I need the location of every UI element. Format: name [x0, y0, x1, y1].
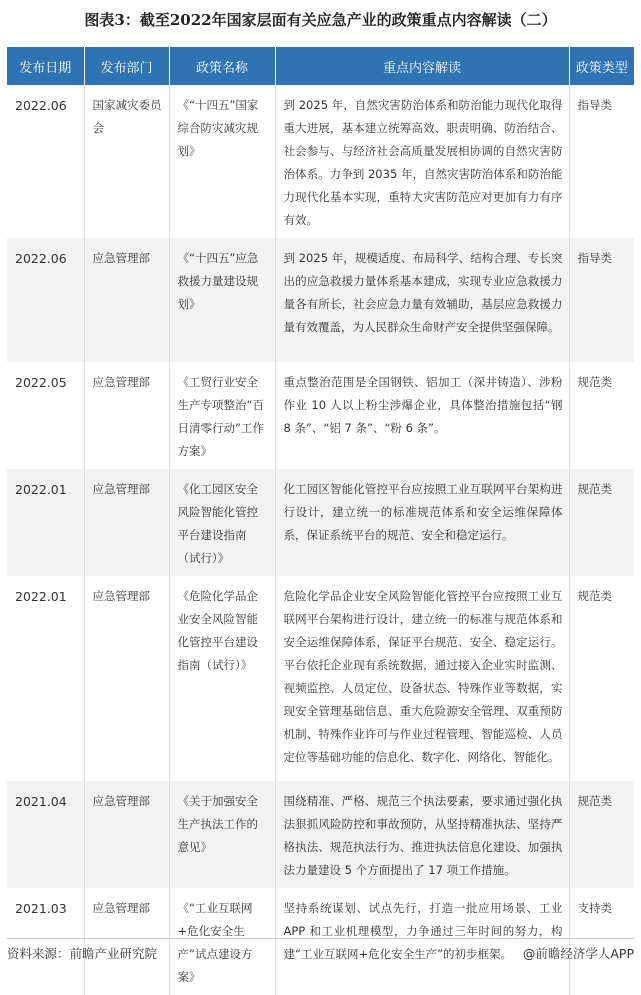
cell-dept: 应急管理部	[84, 576, 169, 781]
cell-type: 规范类	[569, 781, 634, 888]
cell-policy-name: 《“十四五”应急救援力量建设规划》	[169, 238, 275, 362]
cell-dept: 应急管理部	[84, 469, 169, 576]
cell-content: 危险化学品企业安全风险智能化管控平台应按照工业互联网平台架构进行设计，建立统一的标准与规范体系和安全运维保障体系，保证平台规范、安全、稳定运行。平台依托企业现有系统数据，通过接入企业实时监测、视频监控、人员定位、设备状态、特殊作业等数据，实现安全管理基础信息、重大危险源安全管理、双重预防机制、特殊作业许可与作业过程管理、智能巡检、人员定位等基础功能的信息化、数字化、网络化、智能化。	[275, 576, 569, 781]
table-row	[7, 469, 634, 576]
cell-date: 2021.04	[7, 781, 84, 888]
cell-dept: 应急管理部	[84, 888, 169, 995]
cell-policy-name: 《“工业互联网+危化安全生产”试点建设方案》	[169, 888, 275, 995]
cell-date: 2022.01	[7, 469, 84, 576]
table-row	[7, 888, 634, 995]
table-row	[7, 781, 634, 888]
page-title: 图表3：截至2022年国家层面有关应急产业的政策重点内容解读（二）	[84, 11, 557, 29]
cell-type: 支持类	[569, 888, 634, 995]
header-name: 政策名称	[169, 47, 275, 85]
cell-content: 坚持系统谋划、试点先行，打造一批应用场景、工业 APP 和工业机理模型，力争通过三年时间的努力，构建“工业互联网+危化安全生产”的初步框架。	[275, 888, 569, 995]
cell-dept: 应急管理部	[84, 238, 169, 362]
table-row	[7, 238, 634, 362]
policy-table	[7, 47, 634, 995]
table-header-row	[7, 47, 634, 85]
table-row	[7, 362, 634, 469]
cell-type: 规范类	[569, 469, 634, 576]
footer-divider	[7, 938, 634, 939]
table-row	[7, 576, 634, 781]
header-type: 政策类型	[569, 47, 634, 85]
cell-content: 化工园区智能化管控平台应按照工业互联网平台架构进行设计，建立统一的标准规范体系和安全运维保障体系，保证系统平台的规范、安全和稳定运行。	[275, 469, 569, 576]
cell-dept: 应急管理部	[84, 781, 169, 888]
cell-dept: 应急管理部	[84, 362, 169, 469]
cell-type: 规范类	[569, 362, 634, 469]
header-date: 发布日期	[7, 47, 84, 85]
cell-policy-name: 《工贸行业安全生产专项整治“百日清零行动”工作方案》	[169, 362, 275, 469]
footer	[7, 944, 634, 966]
brand-credit: @前瞻经济学人APP	[522, 946, 634, 961]
cell-type: 指导类	[569, 85, 634, 238]
cell-content: 围绕精准、严格、规范三个执法要素，要求通过强化执法狠抓风险防控和事故预防，从坚持精准执法、坚持严格执法、规范执法行为、推进执法信息化建设、加强执法力量建设 5 个方面提出了 17 项工作措施。	[275, 781, 569, 888]
cell-policy-name: 《关于加强安全生产执法工作的意见》	[169, 781, 275, 888]
cell-date: 2022.06	[7, 85, 84, 238]
cell-type: 指导类	[569, 238, 634, 362]
source-note: 资料来源：前瞻产业研究院	[7, 946, 158, 961]
cell-content: 到 2025 年，自然灾害防治体系和防治能力现代化取得重大进展，基本建立统筹高效、职责明确、防治结合、社会参与、与经济社会高质量发展相协调的自然灾害防治体系。力争到 2035 年，自然灾害防治体系和防治能力现代化基本实现，重特大灾害防范应对更加有力有序有效。	[275, 85, 569, 238]
cell-type: 规范类	[569, 576, 634, 781]
cell-date: 2022.05	[7, 362, 84, 469]
cell-content: 到 2025 年，规模适度、布局科学、结构合理、专长突出的应急救援力量体系基本建成，实现专业应急救援力量各有所长，社会应急力量有效辅助，基层应急救援力量有效覆盖，为人民群众生命财产安全提供坚强保障。	[275, 238, 569, 362]
cell-policy-name: 《化工园区安全风险智能化管控平台建设指南（试行）》	[169, 469, 275, 576]
header-dept: 发布部门	[84, 47, 169, 85]
cell-date: 2022.01	[7, 576, 84, 781]
cell-dept: 国家减灾委员会	[84, 85, 169, 238]
header-content: 重点内容解读	[275, 47, 569, 85]
cell-date: 2021.03	[7, 888, 84, 995]
table-row	[7, 85, 634, 238]
cell-date: 2022.06	[7, 238, 84, 362]
cell-content: 重点整治范围是全国钢铁、铝加工（深井铸造）、涉粉作业 10 人以上粉尘涉爆企业，具体整治措施包括“钢 8 条”、“铝 7 条”、“粉 6 条”。	[275, 362, 569, 469]
cell-policy-name: 《危险化学品企业安全风险智能化管控平台建设指南（试行）》	[169, 576, 275, 781]
cell-policy-name: 《“十四五”国家综合防灾减灾规划》	[169, 85, 275, 238]
